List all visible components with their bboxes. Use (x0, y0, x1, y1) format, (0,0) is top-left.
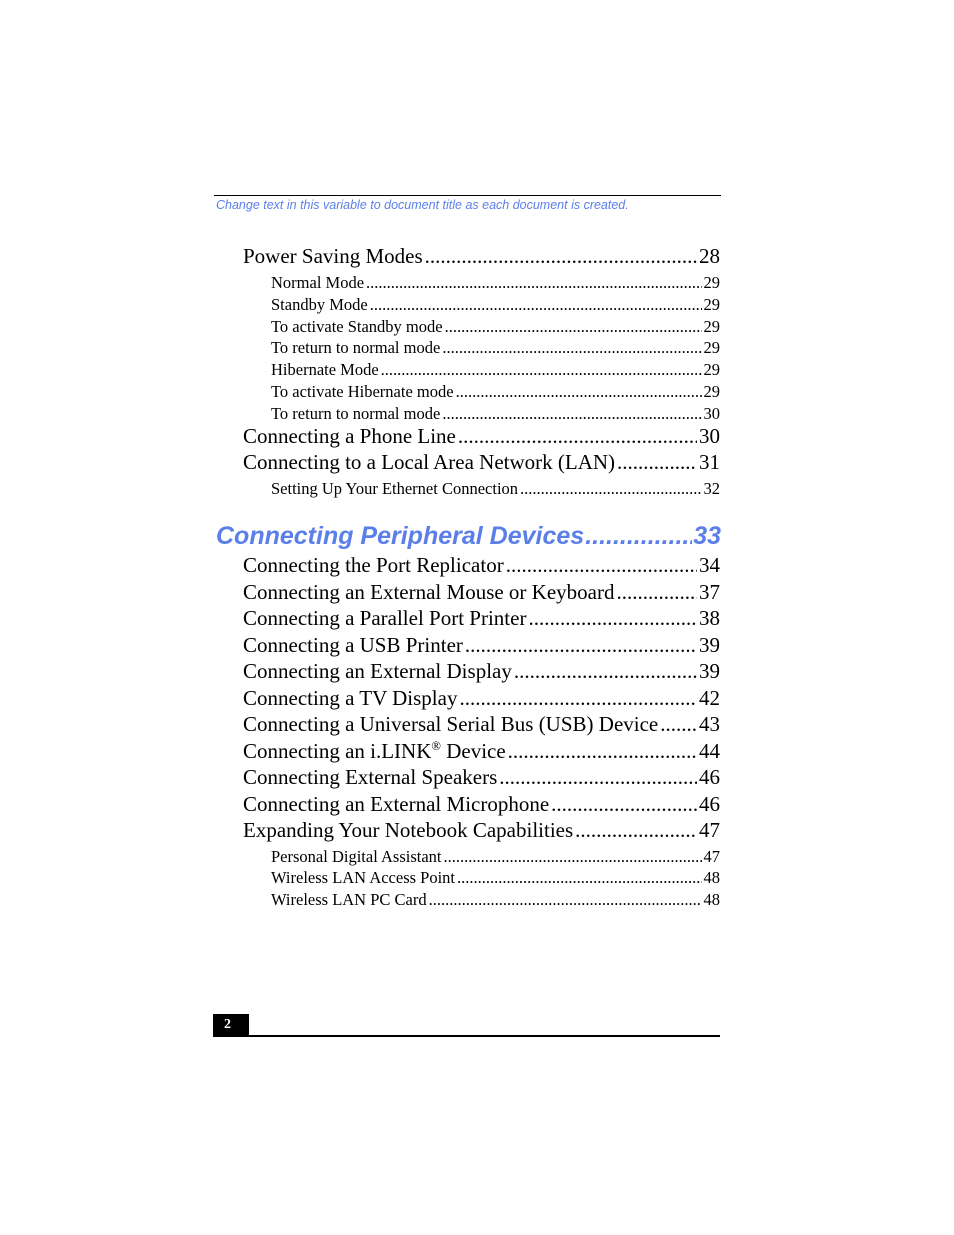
toc-entry-label: Connecting to a Local Area Network (LAN) (243, 450, 616, 474)
toc-entry-label: To activate Standby mode (271, 317, 443, 336)
dot-leader (465, 633, 697, 658)
toc-entry-label: To return to normal mode (271, 404, 441, 423)
toc-chapter-heading[interactable] (216, 522, 721, 551)
toc-entry[interactable] (243, 450, 720, 475)
dot-leader (520, 479, 701, 499)
dot-leader (506, 553, 697, 578)
toc-entry-page: 47 (699, 818, 720, 842)
toc-entry[interactable] (271, 479, 720, 499)
dot-leader (528, 606, 697, 631)
toc-entry-label: Wireless LAN Access Point (271, 868, 456, 887)
toc-entry[interactable] (243, 792, 720, 817)
header-rule (214, 195, 721, 196)
toc-entry-page: 39 (699, 633, 720, 657)
toc-entry-page: 30 (699, 424, 720, 448)
toc-entry[interactable] (271, 890, 720, 910)
toc-entry[interactable] (243, 659, 720, 684)
dot-leader (585, 522, 692, 551)
dot-leader (514, 659, 697, 684)
toc-chapter-label: Connecting Peripheral Devices (216, 522, 585, 550)
dot-leader (499, 765, 697, 790)
toc-entry-page: 46 (699, 792, 720, 816)
toc-entry-page: 29 (703, 273, 720, 292)
dot-leader (444, 847, 702, 867)
toc-entry-label: Connecting a Universal Serial Bus (USB) Device (243, 712, 659, 736)
toc-entry-page: 29 (703, 295, 720, 314)
footer-rule (213, 1035, 720, 1037)
toc-entry-page: 42 (699, 686, 720, 710)
toc-entry-label: Personal Digital Assistant (271, 847, 442, 866)
dot-leader (429, 890, 702, 910)
toc-entry[interactable] (243, 580, 720, 605)
toc-entry[interactable] (243, 244, 720, 269)
toc-entry-page: 38 (699, 606, 720, 630)
toc-entry-label: Standby Mode (271, 295, 368, 314)
dot-leader (445, 317, 702, 337)
toc-entry-label (243, 739, 506, 764)
toc-entry-page: 43 (699, 712, 720, 736)
toc-entry[interactable] (243, 739, 720, 764)
dot-leader (425, 244, 697, 269)
toc-entry-label: Connecting an External Microphone (243, 792, 550, 816)
label-text: Device (440, 739, 506, 763)
toc-entry-label: Hibernate Mode (271, 360, 379, 379)
toc-entry-page: 44 (699, 739, 720, 763)
toc-entry-label: Connecting the Port Replicator (243, 553, 504, 577)
toc-entry[interactable] (271, 273, 720, 293)
dot-leader (660, 712, 697, 737)
toc-entry-page: 48 (703, 890, 720, 909)
toc-entry-label: Connecting an External Mouse or Keyboard (243, 580, 615, 604)
dot-leader (508, 739, 697, 764)
toc-entry-page: 46 (699, 765, 720, 789)
toc-entry[interactable] (271, 360, 720, 380)
page-number: 2 (213, 1014, 249, 1037)
toc-entry-label: Power Saving Modes (243, 244, 423, 268)
registered-mark: ® (431, 739, 441, 753)
dot-leader (617, 450, 697, 475)
toc-entry[interactable] (243, 606, 720, 631)
toc-entry-label: Connecting a Phone Line (243, 424, 456, 448)
toc-entry-page: 37 (699, 580, 720, 604)
toc-entry-label: To activate Hibernate mode (271, 382, 454, 401)
toc-entry-page: 30 (703, 404, 720, 423)
toc-entry-page: 29 (703, 360, 720, 379)
dot-leader (458, 424, 697, 449)
dot-leader (442, 338, 701, 358)
toc-entry[interactable] (271, 295, 720, 315)
label-text: Connecting an i.LINK (243, 739, 432, 763)
running-header: Change text in this variable to document title as each document is created. (216, 198, 629, 212)
toc-entry[interactable] (271, 338, 720, 358)
toc-entry-page: 31 (699, 450, 720, 474)
toc-entry-label: Connecting a Parallel Port Printer (243, 606, 527, 630)
toc-entry-page: 32 (703, 479, 720, 498)
toc-entry-label: Wireless LAN PC Card (271, 890, 427, 909)
dot-leader (575, 818, 697, 843)
dot-leader (381, 360, 702, 380)
dot-leader (366, 273, 701, 293)
dot-leader (616, 580, 697, 605)
toc-entry-label: Connecting a USB Printer (243, 633, 463, 657)
toc-entry-label: Connecting External Speakers (243, 765, 498, 789)
toc-entry-label: Normal Mode (271, 273, 365, 292)
toc-entry-page: 29 (703, 317, 720, 336)
toc-entry[interactable] (271, 868, 720, 888)
toc-entry[interactable] (271, 404, 720, 424)
dot-leader (551, 792, 697, 817)
toc-entry[interactable] (243, 686, 720, 711)
toc-entry-page: 29 (703, 382, 720, 401)
toc-entry-page: 34 (699, 553, 720, 577)
toc-chapter-page: 33 (693, 522, 721, 550)
toc-entry-page: 48 (703, 868, 720, 887)
toc-entry-label: Expanding Your Notebook Capabilities (243, 818, 574, 842)
toc-entry[interactable] (271, 317, 720, 337)
toc-entry-page: 47 (703, 847, 720, 866)
toc-entry[interactable] (243, 633, 720, 658)
dot-leader (457, 868, 701, 888)
dot-leader (456, 382, 702, 402)
toc-entry[interactable] (271, 847, 720, 867)
toc-entry-page: 28 (699, 244, 720, 268)
toc-entry-label: To return to normal mode (271, 338, 441, 357)
toc-entry-label: Connecting a TV Display (243, 686, 458, 710)
toc-entry[interactable] (243, 553, 720, 578)
dot-leader (370, 295, 702, 315)
toc-entry-page: 39 (699, 659, 720, 683)
toc-entry-label: Connecting an External Display (243, 659, 512, 683)
toc-entry-page: 29 (703, 338, 720, 357)
toc-entry[interactable] (243, 712, 720, 737)
toc-entry[interactable] (243, 424, 720, 449)
dot-leader (442, 404, 701, 424)
toc-entry[interactable] (243, 765, 720, 790)
toc-entry[interactable] (271, 382, 720, 402)
toc-entry-label: Setting Up Your Ethernet Connection (271, 479, 519, 498)
toc-entry[interactable] (243, 818, 720, 843)
dot-leader (459, 686, 697, 711)
